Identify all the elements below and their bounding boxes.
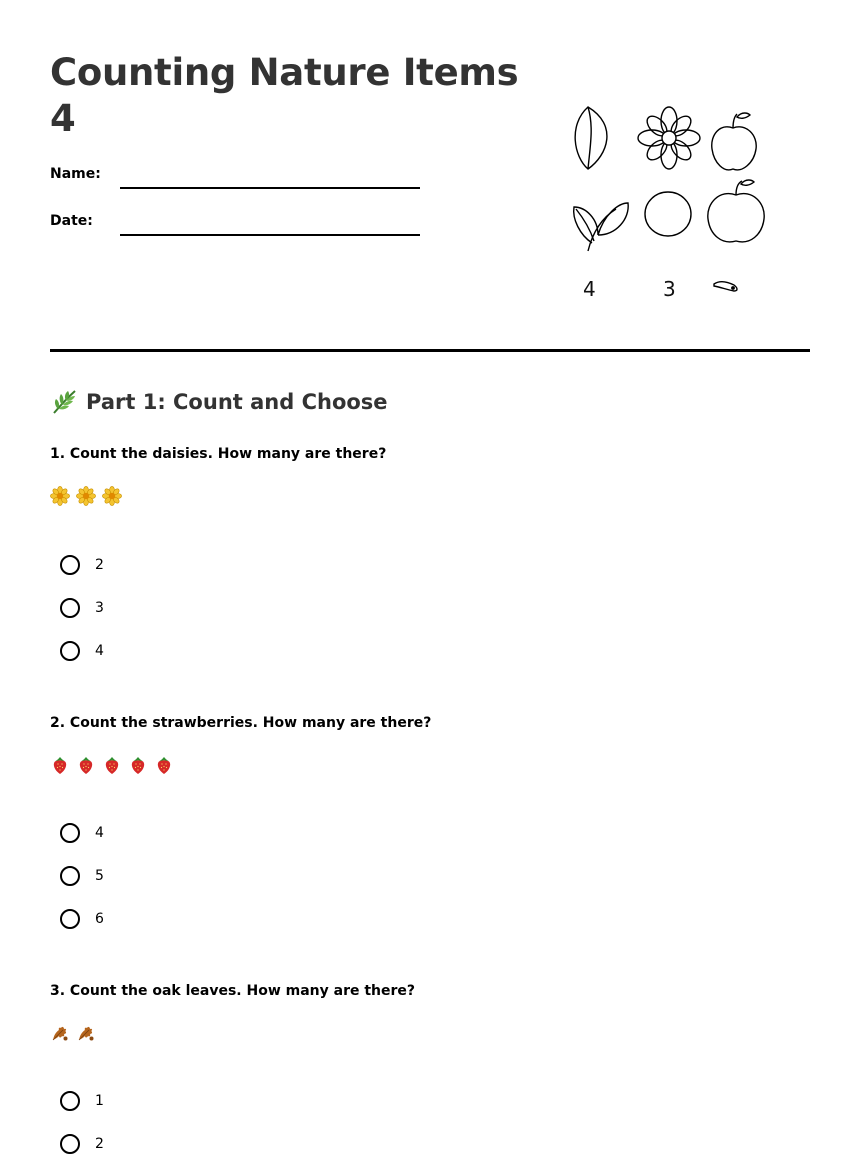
option-label: 5 xyxy=(95,868,104,884)
strawberry-icon xyxy=(50,755,70,775)
name-label: Name: xyxy=(50,166,101,182)
part1-title: Part 1: Count and Choose xyxy=(86,390,388,414)
option-label: 2 xyxy=(95,557,104,573)
strawberry-icon xyxy=(128,755,148,775)
radio-button[interactable] xyxy=(60,866,80,886)
oak-leaf-icon xyxy=(76,1023,96,1043)
daisy-icon xyxy=(102,486,122,506)
name-line[interactable] xyxy=(120,187,420,189)
question-2-option-1[interactable] xyxy=(60,823,104,843)
option-label: 3 xyxy=(95,600,104,616)
date-label: Date: xyxy=(50,213,93,229)
radio-button[interactable] xyxy=(60,1091,80,1111)
flower-icon xyxy=(638,107,700,169)
radio-button[interactable] xyxy=(60,909,80,929)
leaf-icon xyxy=(575,107,607,169)
radio-button[interactable] xyxy=(60,823,80,843)
question-1-option-2[interactable] xyxy=(60,598,104,618)
strawberry-icon xyxy=(154,755,174,775)
strawberry-icon xyxy=(102,755,122,775)
apple-icon xyxy=(712,113,756,170)
header-divider xyxy=(50,349,810,352)
question-2-option-2[interactable] xyxy=(60,866,104,886)
question-2-text: 2. Count the strawberries. How many are there? xyxy=(50,715,432,731)
question-3-option-1[interactable] xyxy=(60,1091,104,1111)
header-number-1: 4 xyxy=(583,277,596,301)
daisy-icon xyxy=(50,486,70,506)
option-label: 1 xyxy=(95,1093,104,1109)
question-3-text: 3. Count the oak leaves. How many are there? xyxy=(50,983,416,999)
header-illustration xyxy=(560,95,800,315)
option-label: 4 xyxy=(95,825,104,841)
radio-button[interactable] xyxy=(60,641,80,661)
herb-icon xyxy=(50,388,78,416)
option-label: 6 xyxy=(95,911,104,927)
radio-button[interactable] xyxy=(60,598,80,618)
question-1-text: 1. Count the daisies. How many are there? xyxy=(50,446,387,462)
question-1-option-1[interactable] xyxy=(60,555,104,575)
question-2-items xyxy=(50,755,174,775)
header-number-2: 3 xyxy=(663,277,676,301)
option-label: 4 xyxy=(95,643,104,659)
worksheet-title: Counting Nature Items 4 xyxy=(50,51,519,140)
part1-heading xyxy=(50,388,388,416)
date-line[interactable] xyxy=(120,234,420,236)
option-label: 2 xyxy=(95,1136,104,1152)
apple-icon xyxy=(708,180,764,242)
question-1-items xyxy=(50,486,122,506)
question-3-items xyxy=(50,1023,96,1043)
question-2-option-3[interactable] xyxy=(60,909,104,929)
circle-icon xyxy=(645,192,691,236)
strawberry-icon xyxy=(76,755,96,775)
daisy-icon xyxy=(76,486,96,506)
question-3-option-2[interactable] xyxy=(60,1134,104,1154)
leaves-icon xyxy=(574,203,628,251)
question-1-option-3[interactable] xyxy=(60,641,104,661)
oak-leaf-icon xyxy=(50,1023,70,1043)
radio-button[interactable] xyxy=(60,1134,80,1154)
worm-icon xyxy=(714,282,737,291)
radio-button[interactable] xyxy=(60,555,80,575)
